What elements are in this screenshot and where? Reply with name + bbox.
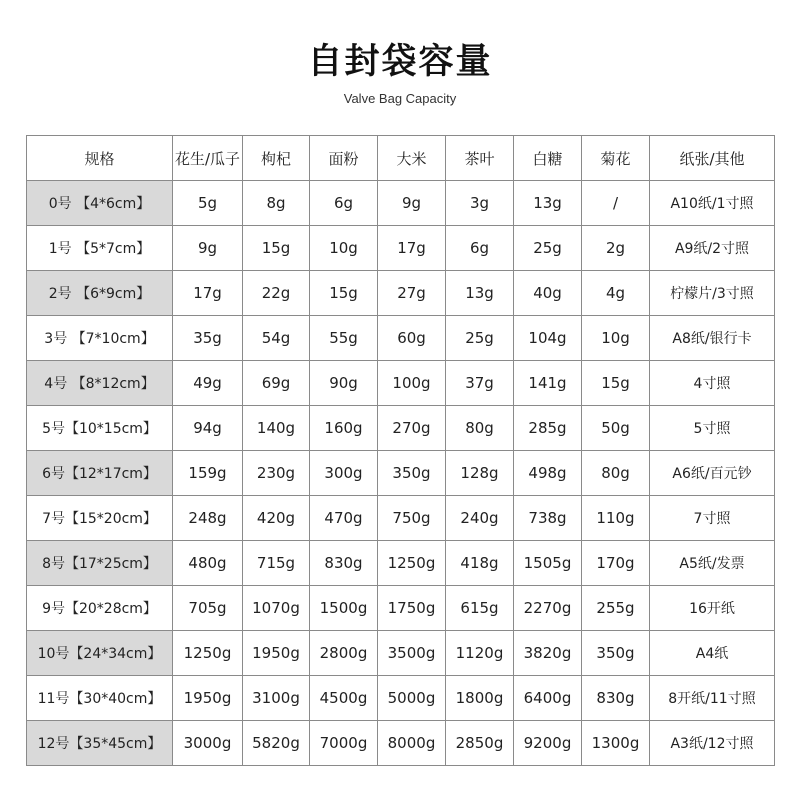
row-value-cell: 2800g <box>310 631 378 676</box>
row-other-cell: A5纸/发票 <box>650 541 775 586</box>
row-value-cell: 10g <box>310 226 378 271</box>
table-row <box>27 361 775 406</box>
row-value-cell: 285g <box>514 406 582 451</box>
row-other-cell: A8纸/银行卡 <box>650 316 775 361</box>
row-value-cell: 1250g <box>173 631 243 676</box>
row-spec-cell: 10号【24*34cm】 <box>27 631 173 676</box>
row-value-cell: 55g <box>310 316 378 361</box>
row-value-cell: 615g <box>446 586 514 631</box>
table-row <box>27 586 775 631</box>
row-value-cell: 4500g <box>310 676 378 721</box>
table-row <box>27 406 775 451</box>
row-value-cell: 750g <box>378 496 446 541</box>
row-value-cell: 15g <box>243 226 310 271</box>
row-value-cell: 2g <box>582 226 650 271</box>
row-value-cell: 1950g <box>173 676 243 721</box>
row-value-cell: 8g <box>243 181 310 226</box>
header-sugar: 白糖 <box>514 136 582 181</box>
row-value-cell: 3820g <box>514 631 582 676</box>
row-spec-cell: 6号【12*17cm】 <box>27 451 173 496</box>
row-value-cell: 49g <box>173 361 243 406</box>
row-spec-cell: 8号【17*25cm】 <box>27 541 173 586</box>
row-value-cell: 110g <box>582 496 650 541</box>
row-other-cell: A4纸 <box>650 631 775 676</box>
row-value-cell: 1120g <box>446 631 514 676</box>
row-other-cell: A10纸/1寸照 <box>650 181 775 226</box>
row-value-cell: 2850g <box>446 721 514 766</box>
header-paper-other: 纸张/其他 <box>650 136 775 181</box>
row-value-cell: 90g <box>310 361 378 406</box>
row-value-cell: 1070g <box>243 586 310 631</box>
row-value-cell: 104g <box>514 316 582 361</box>
row-value-cell: 350g <box>378 451 446 496</box>
row-value-cell: 25g <box>446 316 514 361</box>
row-value-cell: 6g <box>310 181 378 226</box>
table-row <box>27 631 775 676</box>
row-value-cell: 9g <box>173 226 243 271</box>
row-value-cell: 1250g <box>378 541 446 586</box>
row-value-cell: 10g <box>582 316 650 361</box>
row-value-cell: 5820g <box>243 721 310 766</box>
table-row <box>27 676 775 721</box>
row-spec-cell: 1号 【5*7cm】 <box>27 226 173 271</box>
row-value-cell: 170g <box>582 541 650 586</box>
header-goji: 枸杞 <box>243 136 310 181</box>
header-peanut: 花生/瓜子 <box>173 136 243 181</box>
row-other-cell: A3纸/12寸照 <box>650 721 775 766</box>
row-value-cell: 1800g <box>446 676 514 721</box>
row-value-cell: 9g <box>378 181 446 226</box>
row-value-cell: 35g <box>173 316 243 361</box>
row-value-cell: 3000g <box>173 721 243 766</box>
row-value-cell: 3500g <box>378 631 446 676</box>
table-header-row <box>27 136 775 181</box>
row-value-cell: 80g <box>446 406 514 451</box>
header-flour: 面粉 <box>310 136 378 181</box>
row-spec-cell: 2号 【6*9cm】 <box>27 271 173 316</box>
row-value-cell: 738g <box>514 496 582 541</box>
row-value-cell: 140g <box>243 406 310 451</box>
capacity-table <box>26 135 775 766</box>
row-spec-cell: 12号【35*45cm】 <box>27 721 173 766</box>
row-value-cell: 25g <box>514 226 582 271</box>
row-value-cell: 40g <box>514 271 582 316</box>
table-row <box>27 451 775 496</box>
row-value-cell: 1500g <box>310 586 378 631</box>
row-value-cell: 80g <box>582 451 650 496</box>
row-value-cell: 54g <box>243 316 310 361</box>
row-value-cell: 1505g <box>514 541 582 586</box>
page-subtitle: Valve Bag Capacity <box>343 91 457 106</box>
row-value-cell: 420g <box>243 496 310 541</box>
row-other-cell: A6纸/百元钞 <box>650 451 775 496</box>
row-value-cell: 418g <box>446 541 514 586</box>
row-value-cell: 160g <box>310 406 378 451</box>
table-row <box>27 181 775 226</box>
row-value-cell: 7000g <box>310 721 378 766</box>
row-value-cell: 4g <box>582 271 650 316</box>
row-value-cell: 830g <box>310 541 378 586</box>
row-value-cell: 705g <box>173 586 243 631</box>
row-value-cell: 480g <box>173 541 243 586</box>
row-value-cell: 13g <box>446 271 514 316</box>
row-other-cell: 7寸照 <box>650 496 775 541</box>
table-row <box>27 226 775 271</box>
row-value-cell: 9200g <box>514 721 582 766</box>
table-row <box>27 496 775 541</box>
row-value-cell: 3100g <box>243 676 310 721</box>
row-value-cell: 8000g <box>378 721 446 766</box>
row-other-cell: 4寸照 <box>650 361 775 406</box>
row-spec-cell: 5号【10*15cm】 <box>27 406 173 451</box>
row-value-cell: 60g <box>378 316 446 361</box>
row-value-cell: 5g <box>173 181 243 226</box>
row-value-cell: 17g <box>173 271 243 316</box>
row-value-cell: 6g <box>446 226 514 271</box>
row-value-cell: 17g <box>378 226 446 271</box>
row-value-cell: 350g <box>582 631 650 676</box>
header-spec: 规格 <box>27 136 173 181</box>
row-value-cell: 248g <box>173 496 243 541</box>
header-rice: 大米 <box>378 136 446 181</box>
row-value-cell: 5000g <box>378 676 446 721</box>
row-value-cell: 830g <box>582 676 650 721</box>
row-value-cell: 270g <box>378 406 446 451</box>
row-spec-cell: 9号【20*28cm】 <box>27 586 173 631</box>
row-value-cell: 715g <box>243 541 310 586</box>
row-spec-cell: 7号【15*20cm】 <box>27 496 173 541</box>
header-tea: 茶叶 <box>446 136 514 181</box>
row-other-cell: 16开纸 <box>650 586 775 631</box>
table-row <box>27 271 775 316</box>
row-spec-cell: 11号【30*40cm】 <box>27 676 173 721</box>
row-value-cell: 498g <box>514 451 582 496</box>
row-value-cell: 22g <box>243 271 310 316</box>
row-other-cell: 柠檬片/3寸照 <box>650 271 775 316</box>
page-title: 自封袋容量 <box>307 42 493 82</box>
row-value-cell: 1950g <box>243 631 310 676</box>
row-value-cell: 1750g <box>378 586 446 631</box>
row-value-cell: 50g <box>582 406 650 451</box>
row-spec-cell: 0号 【4*6cm】 <box>27 181 173 226</box>
row-value-cell: 69g <box>243 361 310 406</box>
row-value-cell: 470g <box>310 496 378 541</box>
row-value-cell: 300g <box>310 451 378 496</box>
row-value-cell: 240g <box>446 496 514 541</box>
row-value-cell: 255g <box>582 586 650 631</box>
row-value-cell: 94g <box>173 406 243 451</box>
row-value-cell: 37g <box>446 361 514 406</box>
row-value-cell: 15g <box>310 271 378 316</box>
row-spec-cell: 4号 【8*12cm】 <box>27 361 173 406</box>
header-chrysanthemum: 菊花 <box>582 136 650 181</box>
table-row <box>27 316 775 361</box>
row-value-cell: 159g <box>173 451 243 496</box>
row-value-cell: 141g <box>514 361 582 406</box>
table-row <box>27 541 775 586</box>
row-value-cell: 27g <box>378 271 446 316</box>
row-value-cell: 1300g <box>582 721 650 766</box>
row-value-cell: / <box>582 181 650 226</box>
row-value-cell: 2270g <box>514 586 582 631</box>
row-spec-cell: 3号 【7*10cm】 <box>27 316 173 361</box>
row-value-cell: 100g <box>378 361 446 406</box>
row-other-cell: 5寸照 <box>650 406 775 451</box>
row-value-cell: 230g <box>243 451 310 496</box>
row-value-cell: 128g <box>446 451 514 496</box>
table-row <box>27 721 775 766</box>
row-value-cell: 6400g <box>514 676 582 721</box>
row-value-cell: 15g <box>582 361 650 406</box>
row-value-cell: 3g <box>446 181 514 226</box>
row-other-cell: 8开纸/11寸照 <box>650 676 775 721</box>
row-other-cell: A9纸/2寸照 <box>650 226 775 271</box>
row-value-cell: 13g <box>514 181 582 226</box>
